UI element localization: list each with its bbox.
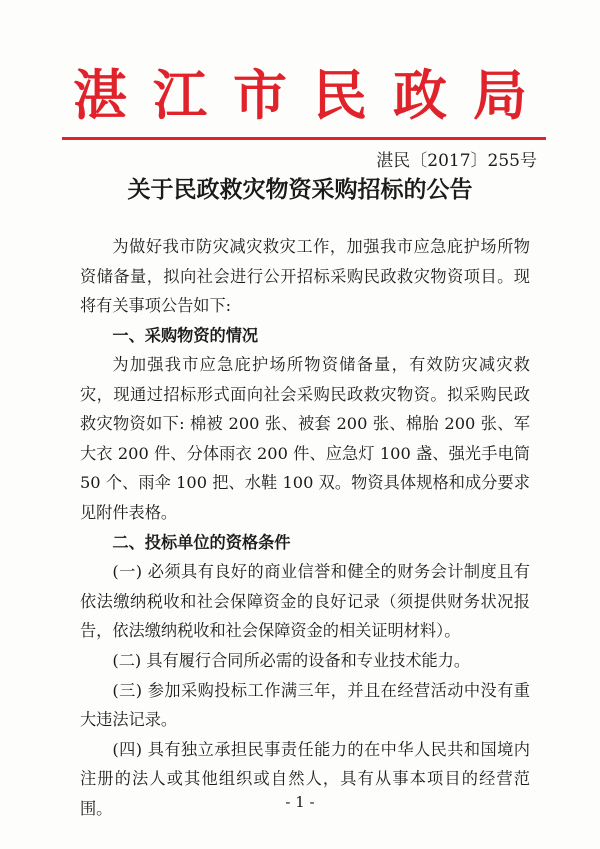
section-1-paragraph: 为加强我市应急庇护场所物资储备量，有效防灾减灾救灾，现通过招标形式面向社会采购民政救灾物资。拟采购民政救灾物资如下: 棉被 200 张、被套 200 张、棉胎 200 张、军大衣 200 件、分体雨衣 200 件、应急灯 100 盏、强光手电筒 50 个、雨伞 100 把、水鞋 100 双。物资具体规格和成分要求见附件表格。 [80,355,530,522]
section-heading-2: 二、投标单位的资格条件 [112,532,291,552]
qualification-item-3: (三) 参加采购投标工作满三年，并且在经营活动中没有重大违法记录。 [80,680,530,730]
qualification-item-2: (二) 具有履行合同所必需的设备和专业技术能力。 [112,650,471,670]
page-number: - 1 - [285,793,315,811]
issuer-header: 湛江市民政局 [73,63,553,127]
header-red-rule [62,137,546,140]
document-body [80,232,530,824]
document-number: 湛民〔2017〕255号 [376,151,537,171]
intro-paragraph: 为做好我市防灾减灾救灾工作，加强我市应急庇护场所物资储备量，拟向社会进行公开招标采购民政救灾物资项目。现将有关事项公告如下: [80,237,530,315]
document-title: 关于民政救灾物资采购招标的公告 [127,176,473,203]
section-heading-1: 一、采购物资的情况 [112,325,259,345]
qualification-item-4: (四) 具有独立承担民事责任能力的在中华人民共和国境内注册的法人或其他组织或自然人，具有从事本项目的经营范围。 [80,739,530,818]
qualification-item-1: (一) 必须具有良好的商业信誉和健全的财务会计制度且有依法缴纳税收和社会保障资金的良好记录（须提供财务状况报告，依法缴纳税收和社会保障资金的相关证明材料）。 [80,562,530,641]
